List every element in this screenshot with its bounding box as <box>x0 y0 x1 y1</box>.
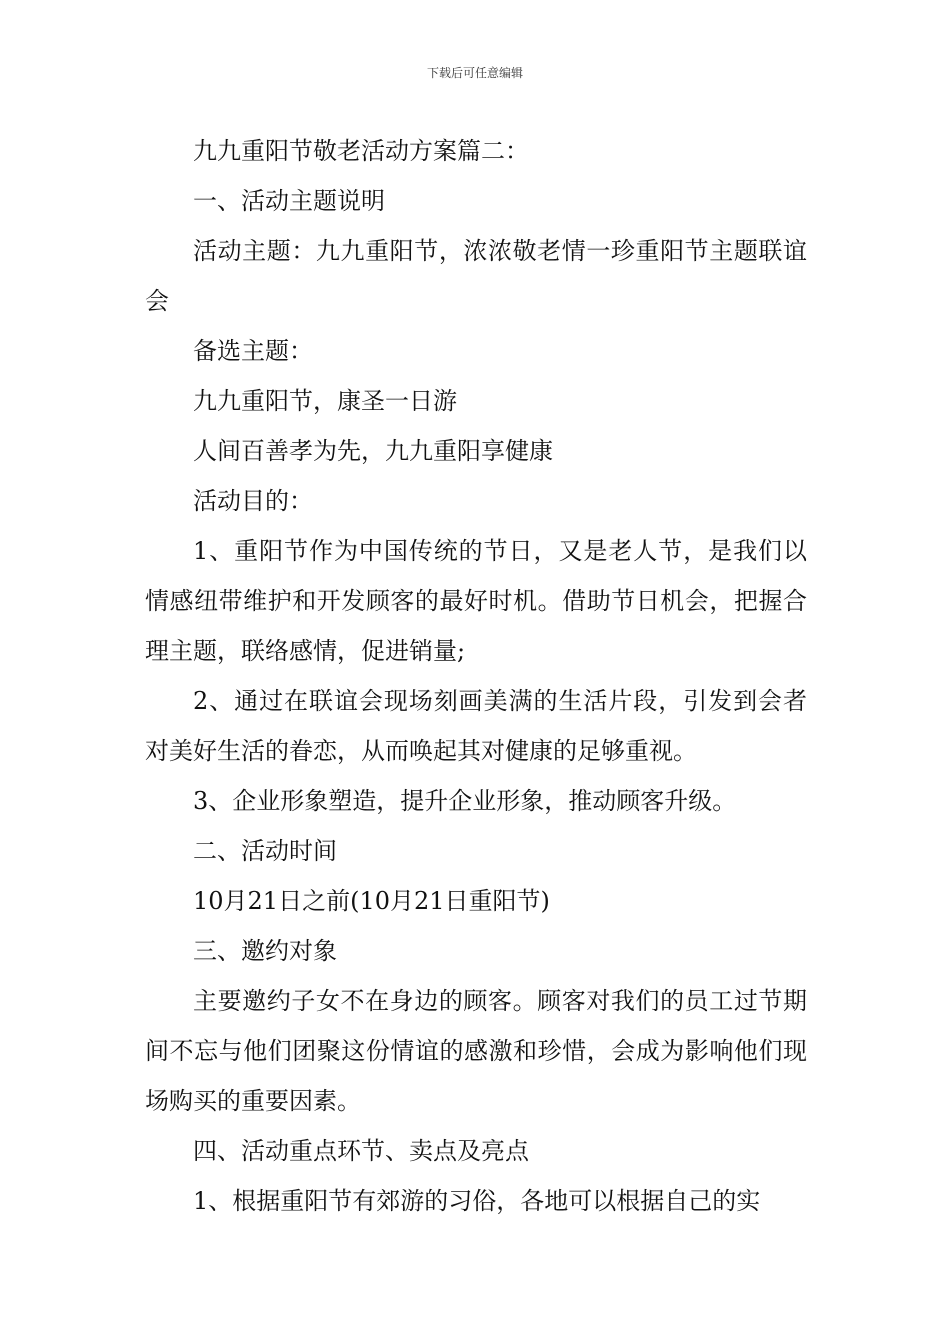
document-body <box>145 126 807 1226</box>
paragraph-theme: 活动主题：九九重阳节，浓浓敬老情一珍重阳节主题联谊会 <box>145 237 807 315</box>
paragraph-purpose-3: 3、企业形象塑造，提升企业形象，推动顾客升级。 <box>193 787 737 815</box>
paragraph-section-4-heading: 四、活动重点环节、卖点及亮点 <box>193 1137 529 1165</box>
paragraph-highlight-1: 1、根据重阳节有郊游的习俗，各地可以根据自己的实 <box>193 1187 761 1215</box>
page-header-note: 下载后可任意编辑 <box>426 66 523 80</box>
paragraph-purpose-label: 活动目的： <box>193 487 313 515</box>
paragraph-invite-target: 主要邀约子女不在身边的顾客。顾客对我们的员工过节期间不忘与他们团聚这份情谊的感激和珍惜，会成为影响他们现场购买的重要因素。 <box>145 987 807 1115</box>
paragraph-section-1-heading: 一、活动主题说明 <box>193 187 385 215</box>
paragraph-purpose-1: 1、重阳节作为中国传统的节日，又是老人节，是我们以情感纽带维护和开发顾客的最好时机。借助节日机会，把握合理主题，联络感情，促进销量; <box>145 537 807 665</box>
paragraph-alt-theme-label: 备选主题： <box>193 337 313 365</box>
paragraph-doc-title: 九九重阳节敬老活动方案篇二： <box>193 137 529 165</box>
paragraph-section-2-heading: 二、活动时间 <box>193 837 337 865</box>
paragraph-alt-theme-2: 人间百善孝为先，九九重阳享健康 <box>193 437 553 465</box>
paragraph-alt-theme-1: 九九重阳节，康圣一日游 <box>193 387 457 415</box>
paragraph-activity-time: 10月21日之前(10月21日重阳节) <box>193 887 550 915</box>
paragraph-purpose-2: 2、通过在联谊会现场刻画美满的生活片段，引发到会者对美好生活的眷恋，从而唤起其对健康的足够重视。 <box>145 687 807 765</box>
paragraph-section-3-heading: 三、邀约对象 <box>193 937 337 965</box>
